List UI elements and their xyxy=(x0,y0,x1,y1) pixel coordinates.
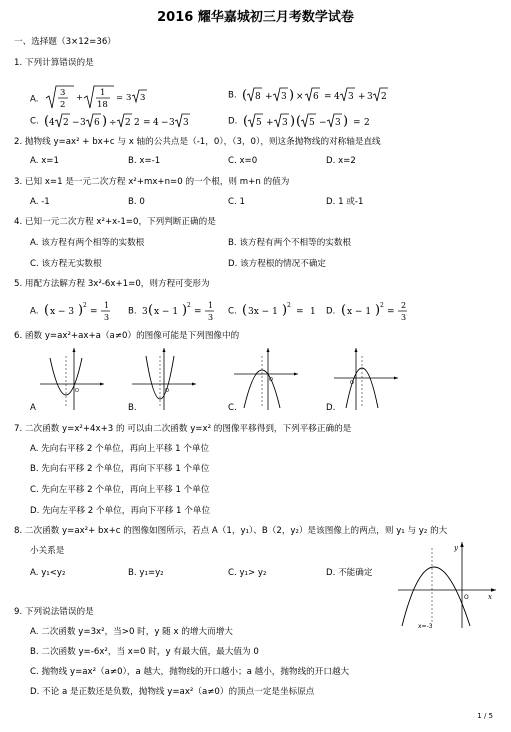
q6-graph-b xyxy=(130,346,198,412)
q6-option-c[interactable]: C. xyxy=(228,403,237,413)
q4-option-b[interactable]: B. 该方程有两个不相等的实数根 xyxy=(228,238,352,248)
q8-option-d[interactable]: D. 不能确定 xyxy=(326,568,373,578)
q1-option-d[interactable] xyxy=(228,110,383,132)
svg-text:3: 3 xyxy=(140,93,146,103)
svg-text:(: ( xyxy=(242,88,248,103)
svg-text:=: = xyxy=(90,307,98,317)
svg-text:3: 3 xyxy=(401,313,407,322)
svg-text:(: ( xyxy=(296,114,302,129)
q3-option-c[interactable]: C. 1 xyxy=(228,197,245,207)
q9-option-c[interactable]: C. 抛物线 y=ax²（a≠0），a 越大，抛物线的开口越小；a 越小，抛物线的开口越大 xyxy=(30,667,350,677)
q4-option-a[interactable]: A. 该方程有两个相等的实数根 xyxy=(30,238,145,248)
q1-option-b-label: B. xyxy=(228,90,237,101)
svg-text:3: 3 xyxy=(142,307,149,317)
svg-text:=: = xyxy=(194,307,202,317)
svg-text:): ) xyxy=(375,303,381,318)
q3-option-b[interactable]: B. 0 xyxy=(128,197,145,207)
svg-text:3: 3 xyxy=(60,88,66,98)
svg-text:3: 3 xyxy=(104,313,110,322)
svg-text:8: 8 xyxy=(255,92,262,102)
q1-option-d-label: D. xyxy=(228,116,238,127)
q9-stem: 9. 下列说法错误的是 xyxy=(14,607,94,617)
svg-text:4: 4 xyxy=(153,118,160,128)
svg-text:(: ( xyxy=(148,303,154,318)
svg-text:): ) xyxy=(290,114,296,129)
q5-stem: 5. 用配方法解方程 3x²-6x+1=0，则方程可变形为 xyxy=(14,279,210,289)
q6-graph-a-origin: O xyxy=(75,388,79,394)
q8-figure-y-label: y xyxy=(454,544,458,552)
q2-option-d[interactable]: D. x=2 xyxy=(326,156,356,166)
svg-text:=: = xyxy=(387,307,395,317)
svg-text:6: 6 xyxy=(94,118,101,128)
q5-option-d[interactable] xyxy=(326,298,421,324)
q4-option-d[interactable]: D. 该方程根的情况不确定 xyxy=(228,259,327,269)
q3-option-a[interactable]: A. -1 xyxy=(30,197,50,207)
q8-option-c[interactable]: C. y₁> y₂ xyxy=(228,568,267,578)
svg-text:x − 1: x − 1 xyxy=(347,307,372,317)
svg-text:=: = xyxy=(296,307,305,317)
svg-text:(: ( xyxy=(243,114,249,129)
svg-text:3x − 1: 3x − 1 xyxy=(248,307,279,317)
svg-text:5: 5 xyxy=(256,118,262,128)
q7-option-b[interactable]: B. 先向右平移 2 个单位，再向下平移 1 个单位 xyxy=(30,464,210,474)
svg-text:+: + xyxy=(265,92,273,102)
svg-text:3: 3 xyxy=(80,118,87,128)
q6-graph-c-origin: O xyxy=(269,377,273,383)
q1-option-b-formula xyxy=(242,84,402,106)
svg-text:+: + xyxy=(76,93,84,103)
q2-option-c[interactable]: C. x=0 xyxy=(228,156,258,166)
q1-option-c-label: C. xyxy=(30,116,39,127)
svg-text:18: 18 xyxy=(97,100,109,110)
q6-graph-b-origin: O xyxy=(165,388,169,394)
svg-text:+: + xyxy=(266,118,274,128)
svg-text:×: × xyxy=(296,92,304,102)
svg-text:−: − xyxy=(161,118,170,128)
q9-option-a[interactable]: A. 二次函数 y=3x²，当>0 时，y 随 x 的增大而增大 xyxy=(30,627,233,637)
svg-text:3: 3 xyxy=(208,313,214,322)
q6-stem: 6. 函数 y=ax²+ax+a（a≠0）的图像可能是下列图像中的 xyxy=(14,331,240,341)
section-heading: 一、选择题（3×12=36） xyxy=(14,37,116,47)
svg-text:3: 3 xyxy=(348,92,355,102)
svg-text:3: 3 xyxy=(335,118,341,128)
svg-text:2: 2 xyxy=(287,302,292,309)
q7-option-c[interactable]: C. 先向左平移 2 个单位，再向上平移 1 个单位 xyxy=(30,485,210,495)
q6-option-d[interactable]: D. xyxy=(326,403,336,413)
svg-text:(: ( xyxy=(44,303,50,318)
q5-option-d-formula xyxy=(341,298,421,324)
q6-graph-a xyxy=(38,346,106,412)
q3-stem: 3. 已知 x=1 是一元二次方程 x²+mx+n=0 的一个根，则 m+n 的值为 xyxy=(14,177,290,187)
q1-option-c[interactable] xyxy=(30,110,194,132)
q1-option-d-formula xyxy=(243,110,383,132)
svg-text:2: 2 xyxy=(134,118,141,128)
svg-text:=: = xyxy=(116,93,124,103)
q7-stem: 7. 二次函数 y=x²+4x+3 的 可以由二次函数 y=x² 的图像平移得到，下列平移正确的是 xyxy=(14,424,352,434)
q8-stem-continued: 小关系是 xyxy=(30,546,65,556)
q5-option-a[interactable] xyxy=(30,298,124,324)
q9-option-d[interactable]: D. 不论 a 是正数还是负数，抛物线 y=ax²（a≠0）的顶点一定是坐标原点 xyxy=(30,687,315,697)
q8-figure-axis-label: x=-3 xyxy=(418,623,433,630)
svg-text:=: = xyxy=(143,118,152,128)
page-number: 1 / 5 xyxy=(477,712,493,720)
q8-stem: 8. 二次函数 y=ax²+ bx+c 的图像如图所示，若点 A（1，y₁）、B（2，y₂）是该图像上的两点，则 y₁ 与 y₂ 的大 xyxy=(14,526,448,536)
svg-text:x − 1: x − 1 xyxy=(154,307,179,317)
svg-text:+: + xyxy=(358,92,366,102)
q5-option-c[interactable] xyxy=(228,298,328,324)
q9-option-b[interactable]: B. 二次函数 y=-6x²，当 x=0 时，y 有最大值，最大值为 0 xyxy=(30,647,259,657)
svg-text:1: 1 xyxy=(310,307,317,317)
svg-text:(: ( xyxy=(341,303,347,318)
q7-option-a[interactable]: A. 先向右平移 2 个单位，再向上平移 1 个单位 xyxy=(30,444,210,454)
q7-option-d[interactable]: D. 先向左平移 2 个单位，再向下平移 1 个单位 xyxy=(30,506,211,516)
q6-option-a[interactable]: A xyxy=(30,403,36,413)
svg-text:3: 3 xyxy=(183,118,190,128)
svg-text:3: 3 xyxy=(169,118,176,128)
q6-graph-d xyxy=(332,346,400,412)
svg-text:): ) xyxy=(343,114,349,129)
q2-option-b[interactable]: B. x=-1 xyxy=(128,156,161,166)
svg-text:4: 4 xyxy=(49,118,56,128)
svg-text:): ) xyxy=(289,88,295,103)
q6-graph-c xyxy=(232,346,300,412)
svg-text:): ) xyxy=(282,303,288,318)
q2-stem: 2. 抛物线 y=ax² + bx+c 与 x 轴的公共点是（-1，0），（3，0），则这条抛物线的对称轴是直线 xyxy=(14,137,381,147)
q1-stem: 1. 下列计算错误的是 xyxy=(14,58,94,68)
svg-text:2: 2 xyxy=(380,302,384,309)
svg-text:5: 5 xyxy=(309,118,315,128)
q5-option-d-label: D. xyxy=(326,306,336,317)
q5-option-c-label: C. xyxy=(228,306,237,317)
q4-option-c[interactable]: C. 该方程无实数根 xyxy=(30,259,102,269)
page-title: 2016 耀华嘉城初三月考数学试卷 xyxy=(157,10,354,25)
svg-text:4: 4 xyxy=(334,92,341,102)
q2-option-a[interactable]: A. x=1 xyxy=(30,156,59,166)
q5-option-a-formula xyxy=(44,298,124,324)
svg-text:−: − xyxy=(319,118,327,128)
q5-option-c-formula xyxy=(242,298,328,324)
svg-text:(: ( xyxy=(242,303,248,318)
svg-text:3: 3 xyxy=(126,93,132,103)
q5-option-b-formula xyxy=(142,298,228,324)
svg-text:3: 3 xyxy=(281,92,288,102)
q5-option-b[interactable] xyxy=(128,298,228,324)
svg-text:): ) xyxy=(78,303,84,318)
q8-figure-x-label: x xyxy=(488,593,492,601)
svg-text:(: ( xyxy=(44,114,50,129)
svg-text:2: 2 xyxy=(60,100,66,110)
svg-text:3: 3 xyxy=(282,118,288,128)
svg-text:6: 6 xyxy=(313,92,320,102)
q8-figure-origin: O xyxy=(464,594,469,601)
q6-option-b[interactable]: B. xyxy=(128,403,137,413)
svg-text:1: 1 xyxy=(100,88,106,98)
svg-text:2: 2 xyxy=(63,118,70,128)
q8-figure-parabola xyxy=(396,538,498,630)
svg-text:−: − xyxy=(72,118,81,128)
svg-text:2: 2 xyxy=(125,118,132,128)
svg-text:=: = xyxy=(353,118,361,128)
q5-option-b-label: B. xyxy=(128,306,137,317)
svg-text:2: 2 xyxy=(187,302,192,309)
svg-text:3: 3 xyxy=(367,92,374,102)
q1-option-b[interactable] xyxy=(228,84,402,106)
q3-option-d[interactable]: D. 1 或-1 xyxy=(326,197,364,207)
svg-text:): ) xyxy=(102,114,108,129)
q5-option-a-label: A. xyxy=(30,306,39,317)
svg-text:1: 1 xyxy=(104,301,110,310)
svg-text:2: 2 xyxy=(401,301,407,310)
q8-option-a[interactable]: A. y₁<y₂ xyxy=(30,568,66,578)
svg-text:2: 2 xyxy=(364,118,370,128)
svg-text:): ) xyxy=(182,303,188,318)
svg-text:=: = xyxy=(324,92,332,102)
q1-option-a-label: A. xyxy=(30,94,39,105)
q1-option-c-formula xyxy=(44,110,194,132)
svg-text:2: 2 xyxy=(83,302,88,309)
q4-stem: 4. 已知一元二次方程 x²+x-1=0，下列判断正确的是 xyxy=(14,217,216,227)
svg-text:2: 2 xyxy=(381,92,388,102)
svg-text:1: 1 xyxy=(208,301,214,310)
svg-text:x − 3: x − 3 xyxy=(50,307,75,317)
svg-text:÷: ÷ xyxy=(109,118,118,128)
q6-graph-d-origin: O xyxy=(350,380,354,386)
q8-option-b[interactable]: B. y₁=y₂ xyxy=(128,568,164,578)
